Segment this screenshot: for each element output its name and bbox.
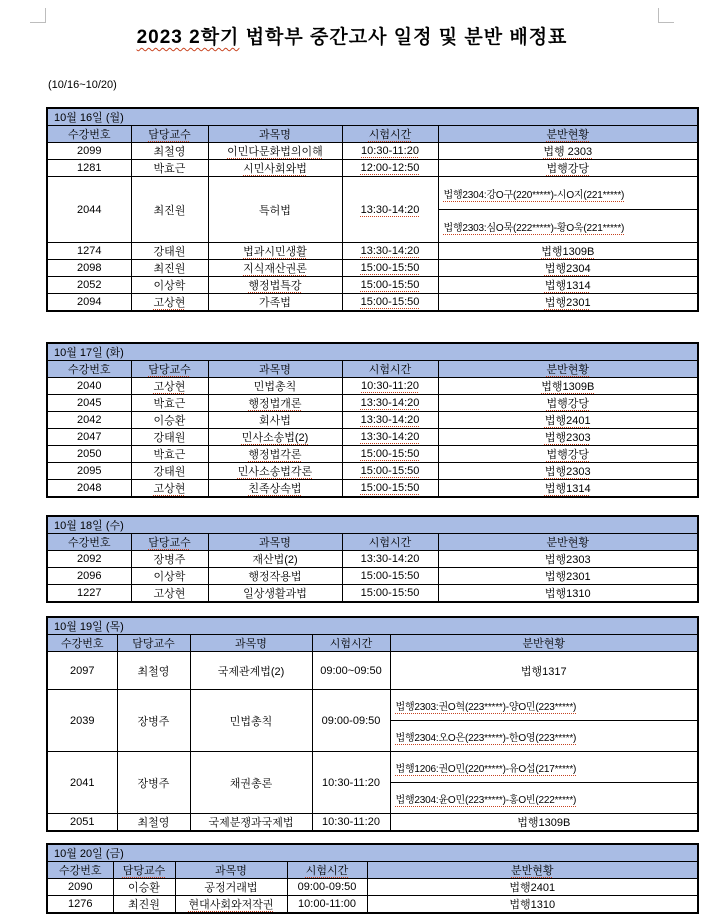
- column-header: 수강번호: [47, 534, 131, 551]
- course-no: 1276: [47, 896, 113, 914]
- column-header: 담당교수: [113, 862, 175, 879]
- course-no: 2095: [47, 463, 131, 480]
- exam-time: 15:00-15:50: [342, 446, 438, 463]
- professor: 장병주: [117, 752, 190, 814]
- column-header: 과목명: [208, 361, 342, 378]
- date-header: 10월 17일 (화): [47, 343, 698, 361]
- schedule-table: [46, 515, 699, 603]
- room-assignment: 법행2303: [438, 551, 698, 568]
- date-header: 10월 19일 (목): [47, 617, 698, 635]
- professor: 강태원: [131, 243, 208, 260]
- subject: 법과시민생활: [208, 243, 342, 260]
- table-row: [47, 652, 698, 690]
- schedule-table: [46, 107, 699, 312]
- room-assignment: 법행1310: [438, 585, 698, 603]
- course-no: 2099: [47, 143, 131, 160]
- table-row: [47, 551, 698, 568]
- room-assignment: 법행2303: [438, 463, 698, 480]
- subject: 지식재산권론: [208, 260, 342, 277]
- column-header: 과목명: [208, 534, 342, 551]
- professor: 최진원: [131, 260, 208, 277]
- course-no: 2040: [47, 378, 131, 395]
- column-header: 담당교수: [131, 361, 208, 378]
- table-row: [47, 480, 698, 498]
- margin-mark-left: [30, 8, 46, 23]
- course-no: 2045: [47, 395, 131, 412]
- professor: 이승환: [113, 879, 175, 896]
- exam-time: 15:00-15:50: [342, 294, 438, 312]
- room-assignment: 법행1206:권O민(220*****)-유O섭(217*****): [390, 752, 698, 783]
- table-row: [47, 896, 698, 914]
- course-no: 2052: [47, 277, 131, 294]
- table-row: [47, 429, 698, 446]
- table-row: [47, 378, 698, 395]
- exam-time: 09:00~09:50: [312, 652, 390, 690]
- exam-time: 13:30-14:20: [342, 412, 438, 429]
- exam-time: 13:30-14:20: [342, 177, 438, 243]
- column-header: 시험시간: [342, 126, 438, 143]
- room-assignment: 법행2401: [438, 412, 698, 429]
- course-no: 2047: [47, 429, 131, 446]
- course-no: 2097: [47, 652, 117, 690]
- course-no: 2094: [47, 294, 131, 312]
- professor: 이상학: [131, 568, 208, 585]
- professor: 최철영: [117, 652, 190, 690]
- exam-time: 09:00-09:50: [312, 690, 390, 752]
- room-assignment: 법행2301: [438, 294, 698, 312]
- professor: 고상현: [131, 480, 208, 498]
- column-header: 시험시간: [287, 862, 367, 879]
- date-range: (10/16~10/20): [48, 79, 117, 91]
- page-title: [0, 0, 704, 49]
- subject: 행정법각론: [208, 446, 342, 463]
- professor: 최철영: [131, 143, 208, 160]
- schedule-table: [46, 342, 699, 498]
- room-assignment: 법행2304: [438, 260, 698, 277]
- subject: 채권총론: [190, 752, 312, 814]
- exam-time: 10:30-11:20: [312, 814, 390, 832]
- tables-area: [46, 107, 697, 914]
- column-header: 분반현황: [438, 534, 698, 551]
- course-no: 1227: [47, 585, 131, 603]
- table-row: [47, 814, 698, 832]
- room-assignment: 법행1317: [390, 652, 698, 690]
- room-assignment: 법행1310: [367, 896, 698, 914]
- exam-time: 09:00-09:50: [287, 879, 367, 896]
- column-header: 분반현황: [367, 862, 698, 879]
- table-row: [47, 260, 698, 277]
- subject: 시민사회와법: [208, 160, 342, 177]
- schedule-table: [46, 843, 699, 914]
- professor: 이상학: [131, 277, 208, 294]
- subject: 재산법(2): [208, 551, 342, 568]
- course-no: 2098: [47, 260, 131, 277]
- table-row: [47, 143, 698, 160]
- table-row: [47, 690, 698, 721]
- room-assignment: 법행2301: [438, 568, 698, 585]
- room-assignment: 법행2304:강O구(220*****)-시O지(221*****): [438, 177, 698, 210]
- room-assignment: 법행1314: [438, 480, 698, 498]
- room-assignment: 법행2303: [438, 429, 698, 446]
- exam-time: 10:30-11:20: [342, 378, 438, 395]
- column-header: 분반현황: [390, 635, 698, 652]
- course-no: 2051: [47, 814, 117, 832]
- room-assignment: 법행1309B: [438, 378, 698, 395]
- exam-time: 15:00-15:50: [342, 277, 438, 294]
- exam-time: 15:00-15:50: [342, 480, 438, 498]
- table-row: [47, 177, 698, 210]
- column-header: 시험시간: [312, 635, 390, 652]
- course-no: 2090: [47, 879, 113, 896]
- exam-time: 10:30-11:20: [342, 143, 438, 160]
- subject: 공정거래법: [175, 879, 287, 896]
- column-header: 수강번호: [47, 361, 131, 378]
- exam-time: 15:00-15:50: [342, 463, 438, 480]
- table-row: [47, 395, 698, 412]
- column-header: 과목명: [190, 635, 312, 652]
- subject: 민법총칙: [208, 378, 342, 395]
- professor: 최진원: [131, 177, 208, 243]
- subject: 행정법특강: [208, 277, 342, 294]
- course-no: 2041: [47, 752, 117, 814]
- course-no: 2042: [47, 412, 131, 429]
- subject: 친족상속법: [208, 480, 342, 498]
- exam-time: 12:00-12:50: [342, 160, 438, 177]
- professor: 박효근: [131, 160, 208, 177]
- subject: 행정작용법: [208, 568, 342, 585]
- exam-time: 15:00-15:50: [342, 260, 438, 277]
- room-assignment: 법행2304:윤O민(223*****)-홍O빈(222*****): [390, 783, 698, 814]
- course-no: 2044: [47, 177, 131, 243]
- room-assignment: 법행1314: [438, 277, 698, 294]
- subject: 특허법: [208, 177, 342, 243]
- margin-mark-right: [658, 8, 674, 23]
- course-no: 1274: [47, 243, 131, 260]
- exam-time: 15:00-15:50: [342, 585, 438, 603]
- professor: 최철영: [117, 814, 190, 832]
- table-row: [47, 879, 698, 896]
- table-row: [47, 463, 698, 480]
- subject: 가족법: [208, 294, 342, 312]
- table-row: [47, 752, 698, 783]
- column-header: 시험시간: [342, 534, 438, 551]
- column-header: 담당교수: [131, 534, 208, 551]
- professor: 박효근: [131, 446, 208, 463]
- column-header: 담당교수: [117, 635, 190, 652]
- table-row: [47, 160, 698, 177]
- exam-time: 10:00-11:00: [287, 896, 367, 914]
- column-header: 분반현황: [438, 361, 698, 378]
- room-assignment: 법행강당: [438, 395, 698, 412]
- subject: 국제분쟁과국제법: [190, 814, 312, 832]
- title-text: 법학부 중간고사 일정 및 분반 배정표: [239, 27, 568, 48]
- room-assignment: 법행1309B: [390, 814, 698, 832]
- subject: 일상생활과법: [208, 585, 342, 603]
- course-no: 2048: [47, 480, 131, 498]
- column-header: 수강번호: [47, 635, 117, 652]
- professor: 장병주: [131, 551, 208, 568]
- date-header: 10월 20일 (금): [47, 844, 698, 862]
- room-assignment: 법행2304:오O은(223*****)-한O영(223*****): [390, 721, 698, 752]
- table-row: [47, 277, 698, 294]
- room-assignment: 법행1309B: [438, 243, 698, 260]
- room-assignment: 법행강당: [438, 446, 698, 463]
- course-no: 2050: [47, 446, 131, 463]
- column-header: 수강번호: [47, 126, 131, 143]
- professor: 고상현: [131, 585, 208, 603]
- subject: 회사법: [208, 412, 342, 429]
- table-row: [47, 294, 698, 312]
- room-assignment: 법행2303:심O묵(222*****)-황O욱(221*****): [438, 210, 698, 243]
- subject: 국제관계법(2): [190, 652, 312, 690]
- professor: 장병주: [117, 690, 190, 752]
- professor: 고상현: [131, 378, 208, 395]
- course-no: 1281: [47, 160, 131, 177]
- column-header: 과목명: [175, 862, 287, 879]
- professor: 강태원: [131, 429, 208, 446]
- exam-time: 10:30-11:20: [312, 752, 390, 814]
- professor: 강태원: [131, 463, 208, 480]
- exam-time: 13:30-14:20: [342, 243, 438, 260]
- course-no: 2039: [47, 690, 117, 752]
- room-assignment: 법행2303:권O혁(223*****)-양O민(223*****): [390, 690, 698, 721]
- subject: 민사소송법각론: [208, 463, 342, 480]
- table-row: [47, 412, 698, 429]
- column-header: 과목명: [208, 126, 342, 143]
- professor: 박효근: [131, 395, 208, 412]
- subject: 현대사회와저작권: [175, 896, 287, 914]
- column-header: 분반현황: [438, 126, 698, 143]
- exam-time: 13:30-14:20: [342, 429, 438, 446]
- professor: 이승환: [131, 412, 208, 429]
- table-row: [47, 585, 698, 603]
- column-header: 수강번호: [47, 862, 113, 879]
- subject: 행정법개론: [208, 395, 342, 412]
- subject: 민법총칙: [190, 690, 312, 752]
- exam-time: 13:30-14:20: [342, 395, 438, 412]
- exam-time: 15:00-15:50: [342, 568, 438, 585]
- room-assignment: 법행 2303: [438, 143, 698, 160]
- date-header: 10월 16일 (월): [47, 108, 698, 126]
- professor: 최진원: [113, 896, 175, 914]
- table-row: [47, 243, 698, 260]
- table-row: [47, 568, 698, 585]
- subject: 민사소송법(2): [208, 429, 342, 446]
- title-term: 2023 2학기: [136, 27, 240, 48]
- column-header: 시험시간: [342, 361, 438, 378]
- column-header: 담당교수: [131, 126, 208, 143]
- course-no: 2092: [47, 551, 131, 568]
- schedule-table: [46, 616, 699, 832]
- exam-time: 13:30-14:20: [342, 551, 438, 568]
- course-no: 2096: [47, 568, 131, 585]
- subject: 이민다문화법의이해: [208, 143, 342, 160]
- professor: 고상현: [131, 294, 208, 312]
- room-assignment: 법행강당: [438, 160, 698, 177]
- date-header: 10월 18일 (수): [47, 516, 698, 534]
- table-row: [47, 446, 698, 463]
- room-assignment: 법행2401: [367, 879, 698, 896]
